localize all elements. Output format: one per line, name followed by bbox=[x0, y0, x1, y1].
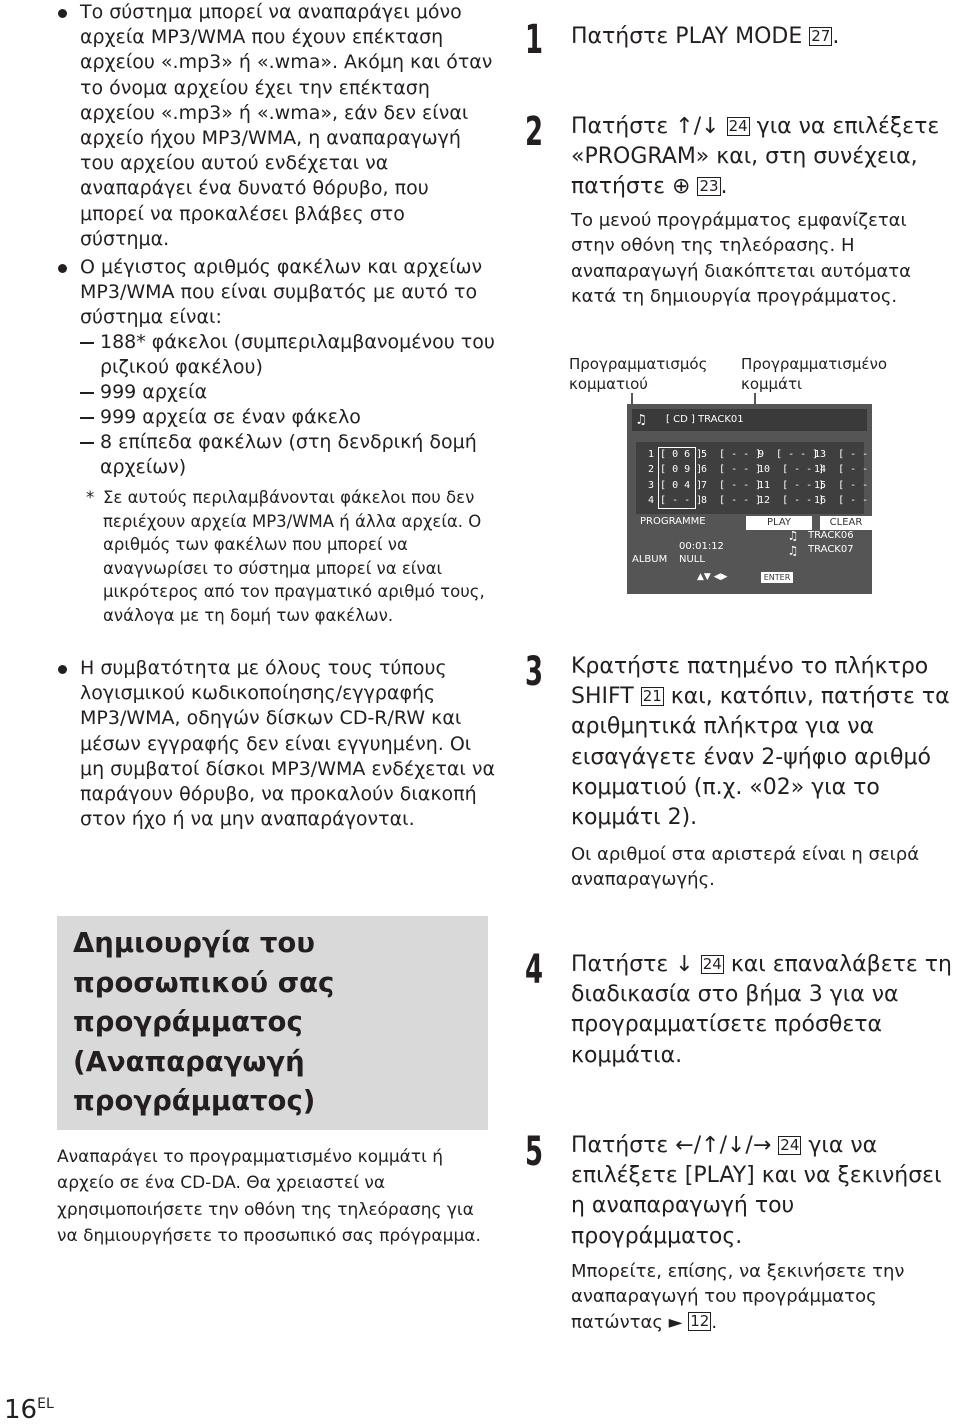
elapsed-time: 00:01:12 bbox=[679, 541, 724, 552]
program-slot[interactable]: 10 [ - - ] bbox=[758, 464, 825, 475]
program-slot[interactable]: 13 [ - - ] bbox=[814, 449, 881, 460]
program-slot[interactable]: 7 [ - - ] bbox=[701, 480, 762, 491]
button-ref-box: 12 bbox=[690, 1311, 710, 1330]
section-intro: Αναπαράγει το προγραμματισμένο κομμάτι ή αρχείο σε ένα CD-DA. Θα χρειαστεί να χρησιμοποιήσετε την οθόνη της τηλεόρασης για να δημιουργήσετε το προσωπικό σας πρόγραμμα. bbox=[57, 1147, 481, 1246]
arrow-keys-icon: ▲▼ ◀▶ bbox=[697, 572, 728, 582]
program-slot[interactable]: 1 [ 0 6 ] bbox=[648, 449, 703, 460]
bullet-file-extension bbox=[58, 0, 498, 252]
button-ref-box: 24 bbox=[702, 955, 722, 973]
screen-header-text: [ CD ] TRACK01 bbox=[666, 414, 744, 425]
music-note-icon: ♫ bbox=[789, 544, 797, 559]
button-ref-box: 21 bbox=[642, 687, 662, 706]
program-slot[interactable]: 11 [ - - ] bbox=[758, 480, 825, 491]
program-slot[interactable]: 6 [ - - ] bbox=[701, 464, 762, 475]
bullet-compatibility bbox=[58, 656, 498, 832]
page-number: $16^{EL}$ bbox=[4, 1395, 54, 1425]
footnote-text: Σε αυτούς περιλαμβάνονται φάκελοι που δεν περιέχουν αρχεία MP3/WMA ή άλλα αρχεία. Ο αριθμός των φακέλων που μπορεί να αναγνωρίσει το σύστημα μπορεί να είναι μικρότερος από τον πραγματικό αριθμό τους, ανάλογα με τη δομή των φακέλων. bbox=[103, 488, 485, 625]
program-slot[interactable]: 5 [ - - ] bbox=[701, 449, 762, 460]
bullet-dot bbox=[58, 9, 67, 18]
program-slot[interactable]: 8 [ - - ] bbox=[701, 495, 762, 506]
step-1-text: Πατήστε PLAY MODE 27. bbox=[571, 24, 840, 49]
dash-item: 999 αρχεία σε έναν φάκελο bbox=[80, 405, 500, 430]
bullet-text: Το σύστημα μπορεί να αναπαράγει μόνο αρχεία MP3/WMA που έχουν επέκταση αρχείου «.mp3» ή «.wma». Ακόμη και όταν το όνομα αρχείου έχει την επέκταση αρχείου «.mp3» ή «.wma», εάν δεν είναι αρχείο ήχου MP3/WMA, η αναπαραγωγή του αρχείου αυτού ενδέχεται να αναπαράγει ένα δυνατό θόρυβο, που μπορεί να προκαλέσει βλάβες στο σύστημα. bbox=[80, 1, 493, 250]
bullet-dot bbox=[58, 665, 67, 674]
step-3-note: Οι αριθμοί στα αριστερά είναι η σειρά αναπαραγωγής. bbox=[571, 844, 920, 891]
step-number: 3 bbox=[525, 649, 544, 695]
track06-label: TRACK06 bbox=[808, 530, 854, 541]
program-slot[interactable]: 9 [ - - ] bbox=[758, 449, 819, 460]
button-ref-box: 24 bbox=[728, 117, 748, 135]
track07-label: TRACK07 bbox=[808, 544, 854, 555]
button-ref-box: 24 bbox=[780, 1136, 800, 1154]
footnote-star: * bbox=[86, 488, 95, 507]
program-slot[interactable]: 2 [ 0 9 ] bbox=[648, 464, 703, 475]
step-5-note: Μπορείτε, επίσης, να ξεκινήσετε την αναπαραγωγή του προγράμματος πατώντας ► 12 . bbox=[571, 1261, 905, 1333]
program-slot[interactable]: 4 [ - - ] bbox=[648, 495, 703, 506]
dash-item: 8 επίπεδα φακέλων (στη δενδρική δομή αρχείων) bbox=[80, 430, 500, 480]
step-number: 4 bbox=[525, 947, 544, 993]
button-ref-box: 23 bbox=[699, 177, 719, 196]
play-button[interactable]: PLAY bbox=[746, 516, 812, 530]
program-slot[interactable]: 15 [ - - ] bbox=[814, 480, 881, 491]
program-slot[interactable]: 12 [ - - ] bbox=[758, 495, 825, 506]
bullet-max-folders bbox=[58, 255, 498, 331]
step-4-text: Πατήστε ↓ 24 και επαναλάβετε τη διαδικασία στο βήμα 3 για να προγραμματίσετε πρόσθετα κομμάτια. bbox=[571, 952, 952, 1068]
footnote bbox=[86, 486, 496, 628]
step-number: 5 bbox=[525, 1129, 544, 1175]
screen-header bbox=[632, 409, 867, 431]
bullet-text: Η συμβατότητα με όλους τους τύπους λογισμικού κωδικοποίησης/εγγραφής MP3/WMA, οδηγών δίσκων CD-R/RW και μέσων εγγραφής δεν είναι εγγυημένη. Οι μη συμβατοί δίσκοι MP3/WMA ενδέχεται να παράγουν θόρυβο, να προκαλούν διακοπή στον ήχο ή να μην αναπαράγονται. bbox=[80, 657, 496, 831]
program-slot[interactable]: 16 [ - - ] bbox=[814, 495, 881, 506]
music-note-icon: ♫ bbox=[789, 529, 797, 544]
step-number: 2 bbox=[525, 109, 544, 155]
programme-label: PROGRAMME bbox=[640, 516, 706, 527]
dash-item: 999 αρχεία bbox=[80, 380, 500, 405]
tv-program-menu bbox=[627, 404, 881, 594]
button-ref-box: 27 bbox=[811, 27, 831, 45]
program-slot[interactable]: 14 [ - - ] bbox=[814, 464, 881, 475]
clear-button[interactable]: CLEAR bbox=[820, 516, 872, 530]
callout-programmed-track: Προγραμματισμένο κομμάτι bbox=[741, 355, 888, 393]
callout-track-programming: Προγραμματισμός κομματιού bbox=[569, 355, 708, 393]
step-3-text: Κρατήστε πατημένο το πλήκτρο SHIFT 21 και, κατόπιν, πατήστε τα αριθμητικά πλήκτρα για να εισαγάγετε έναν 2-ψήφιο αριθμό κομματιού (π.χ. «02» για το κομμάτι 2). bbox=[571, 654, 950, 831]
bullet-dot bbox=[58, 264, 67, 273]
music-note-icon: ♫ bbox=[637, 412, 646, 428]
step-5-text: Πατήστε ←/↑/↓/→ 24 για να επιλέξετε [PLAY] και να ξεκινήσει η αναπαραγωγή του προγράμματος. bbox=[571, 1133, 942, 1249]
step-2-text: Πατήστε ↑/↓ 24 για να επιλέξετε «PROGRAM» και, στη συνέχεια, πατήστε ⊕ 23. bbox=[571, 114, 940, 200]
dash-item: 188* φάκελοι (συμπεριλαμβανομένου του ριζικού φακέλου) bbox=[80, 330, 500, 380]
step-2-note: Το μενού προγράμματος εμφανίζεται στην οθόνη της τηλεόρασης. Η αναπαραγωγή διακόπτεται αυτόματα κατά τη δημιουργία προγράμματος. bbox=[571, 210, 911, 307]
album-label: ALBUM bbox=[632, 554, 668, 565]
step-number: 1 bbox=[525, 17, 544, 63]
section-heading-box bbox=[57, 916, 488, 1130]
enter-key-icon: ENTER bbox=[761, 572, 793, 583]
program-grid bbox=[636, 442, 881, 514]
bullet-text: Ο μέγιστος αριθμός φακέλων και αρχείων MP3/WMA που είναι συμβατός με αυτό το σύστημα είναι: bbox=[80, 256, 483, 329]
selection-highlight bbox=[658, 447, 696, 509]
album-value: NULL bbox=[679, 554, 705, 565]
program-slot[interactable]: 3 [ 0 4 ] bbox=[648, 480, 703, 491]
section-heading: Δημιουργία του προσωπικού σας προγράμματος (Αναπαραγωγή προγράμματος) bbox=[73, 927, 335, 1117]
